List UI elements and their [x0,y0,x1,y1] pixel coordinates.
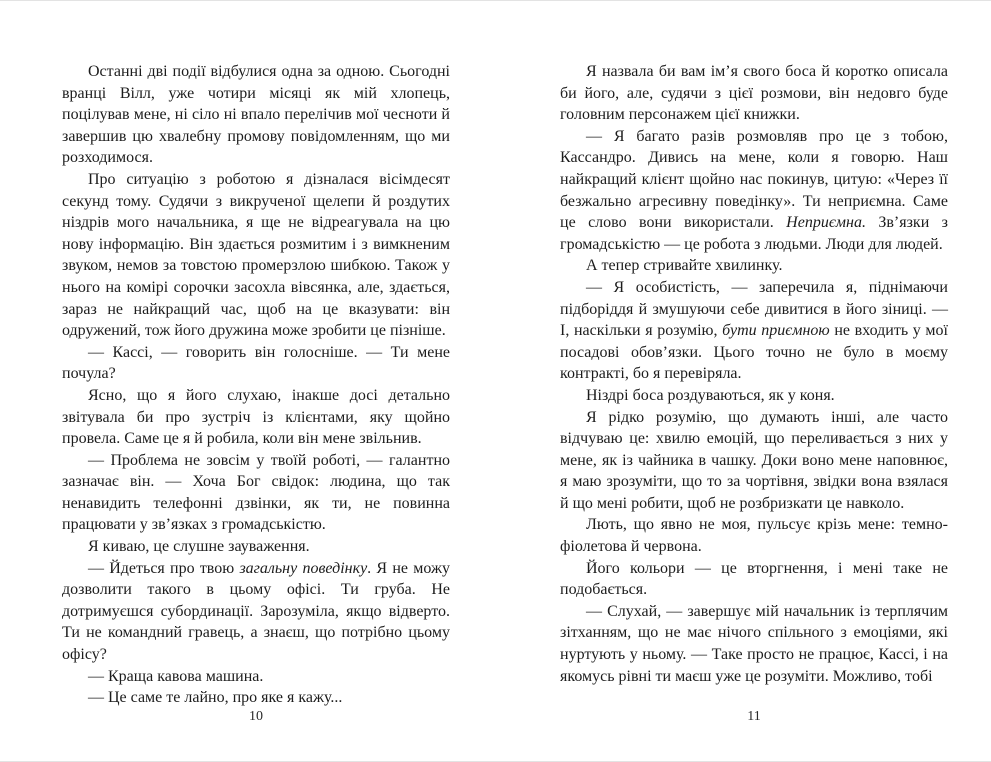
text-run: — Проблема не зовсім у твоїй роботі, — галантно зазначає він. — Хоча Бог свідок: людина, що так ненавидить телефонні дзвінки, як ти, не повинна працювати у зв’язках з громадськістю. [62,451,450,534]
text-run: Його кольори — це вторгнення, і мені таке не подобається. [560,559,948,599]
paragraph [62,558,450,666]
page-right-text [560,61,948,687]
paragraph [560,514,948,557]
text-run: — Краща кавова машина. [88,667,264,685]
paragraph [62,666,450,688]
paragraph [62,450,450,536]
paragraph [560,126,948,256]
text-run: Ясно, що я його слухаю, інакше досі детально звітувала би про зустріч із клієнтами, яку щойно провела. Саме це я й робила, коли він мене звільнив. [62,386,450,448]
paragraph [560,255,948,277]
text-run: не входить у мої посадові обов’язки. Цього точно не було в моєму контракті, бо я перевіряла. [560,322,948,383]
paragraph [62,342,450,385]
text-run: — Кассі, — говорить він голосніше. — Ти мене почула? [62,343,450,383]
italic-phrase: загальну поведінку [239,559,368,577]
text-run: — Це саме те лайно, про яке я кажу... [88,689,343,707]
text-run: Останні дві події відбулися одна за одною. Сьогодні вранці Вілл, уже чотири місяці як мій хлопець, поцілував мене, ні сіло ні впало перелічив мої чесноти й завершив цю хвалебну промову повідомленням, що ми розходимося. [62,63,450,167]
page-left [62,1,450,762]
text-run: — Йдеться про твою [88,559,240,577]
text-run: Ніздрі боса роздуваються, як у коня. [586,386,835,404]
paragraph [560,385,948,407]
text-run: Зв’язки з громадськістю — це робота з людьми. Люди для людей. [560,214,949,253]
text-run: А тепер стривайте хвилинку. [586,257,783,275]
paragraph [560,601,948,687]
text-run: — Я багато разів розмовляв про це з тобою, Кассандро. Дивись на мене, коли я говорю. Наш найкращий клієнт щойно нас покинув, цитую: «Через її безжально агресивну поведінку». Ти неприємна. Саме це слово вони використали. [560,127,948,232]
italic-phrase: бути приємною [722,322,830,340]
text-run: Я киваю, це слушне зауваження. [88,538,310,556]
paragraph [560,61,948,126]
paragraph [62,687,450,709]
italic-phrase: Неприємна. [786,214,866,232]
text-run: Про ситуацію з роботою я дізналася вісімдесят секунд тому. Судячи з викрученої щелепи й роздутих ніздрів мого начальника, я ще не відреагувала на цю нову інформацію. Він здається розмитим і з вимкненим звуком, немов за товстою промерзлою шибкою. Також у нього на комірі сорочки засохла вівсянка, але, здається, зараз не найкращий час, щоб на це вказувати: він одружений, тож його дружина може зробити це пізніше. [62,170,450,340]
text-run: . Я не можу дозволити такого в цьому офісі. Ти груба. Не дотримуєшся субординації. Зарозуміла, якщо відверто. Ти не командний гравець, а знаєш, що потрібно цьому офісу? [62,559,450,664]
page-left-text [62,61,450,709]
text-run: Я рідко розумію, що думають інші, але часто відчуваю це: хвилю емоцій, що переливається з них у мене, як із чайника в чашку. Доки воно мене наповнює, я маю зрозуміти, що то за чортівня, звідки вона взялася й що мені робити, щоб не розбризкати це навколо. [560,408,948,512]
paragraph [62,536,450,558]
paragraph [62,61,450,169]
paragraph [560,558,948,601]
page-right-number: 11 [747,709,761,724]
paragraph [62,169,450,342]
page-left-number: 10 [249,709,263,724]
text-run: — Я особистість, — заперечила я, піднімаючи підборіддя й змушуючи себе дивитися в його зіниці. — І, наскільки я розумію, [560,278,948,340]
paragraph [62,385,450,450]
text-run: Лють, що явно не моя, пульсує крізь мене: темно-фіолетова й червона. [560,516,948,556]
paragraph [560,407,948,515]
text-run: — Слухай, — завершує мій начальник із терплячим зітханням, що не має нічого спільного з емоціями, які нуртують у ньому. — Таке просто не працює, Кассі, і на якомусь рівні ти маєш уже це розуміти. Можливо, тобі [560,602,948,685]
page-right [560,1,948,762]
text-run: Я назвала би вам ім’я свого боса й коротко описала би його, але, судячи з цієї розмови, він недовго буде головним персонажем цієї книжки. [560,63,948,124]
paragraph [560,277,948,385]
